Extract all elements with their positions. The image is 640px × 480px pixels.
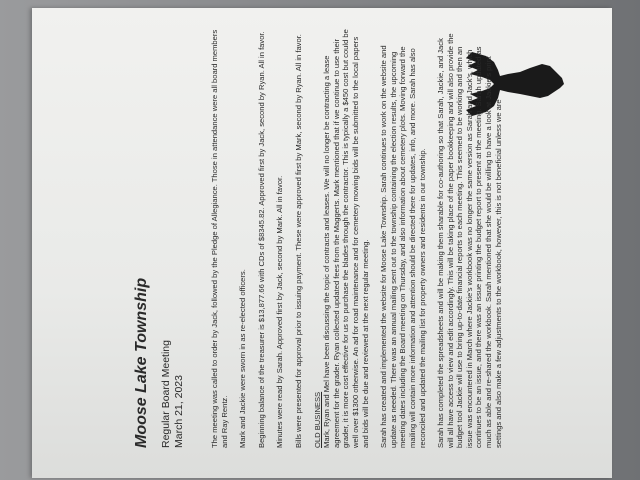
paragraph-minutes: Minutes were read by Sarah. Approved first by Jack, second by Mark. All in favor. [275,175,285,448]
paragraph-treasurer: Beginning balance of the treasurer is $13,877.66 with CDs of $8345.82. Approved first by Jack, second by Ryan. All in favor. [256,31,266,448]
paragraph-sworn-in: Mark and Jackie were sworn in as re-elected officers. [238,269,248,448]
minutes-body [210,28,512,448]
paragraph-contracts: Mark, Ryan and Mel have been discussing the topic of contracts and leases. We will no longer be contracting a lease agreement for the grader. Ryan collected updated fees from the Maggerts. Mark mentioned that if we continue to use their grader, it is more cost effective for us to purchase the blades through the contractor. This is typically a $450 cost but could be well over $1300 otherwise. An ad for road maintenance and for cemetery mowing bids will be submitted to the local papers and bids will be due and reviewed at the next regular meeting. [322,29,370,448]
paragraph-bills: Bills were presented for approval prior to issuing payment. These were approved first by Mark, second by Ryan. All in favor. [293,34,303,448]
paragraph-spreadsheets: Sarah has completed the spreadsheets and will be making them sharable for co-authoring so that Sarah, Jackie, and Jack will all have access to view and edit accordingly. This will be taking place of the paper bookkeeping and will also provide the budget tool Jackie will use to bring up-to-date financial reports to each meeting. This seemed to be working and then an issue was encountered in March where Jackie's workbook was no longer the same version as Sarah and Jack's, which continues to be an issue, and there was an issue printing the budget report to present at the meeting. Sarah updated as much as able and re-shared the workbook. Sarah mentioned that she would be willing to have a look at Jackie's print settings and also make a few adjustments to the workbook, however, this is not beneficial unless we are [436,33,503,448]
meeting-meta [160,340,186,448]
paper-sheet [32,8,612,478]
paragraph-call-to-order: The meeting was called to order by Jack, followed by the Pledge of Allegiance. Those in attendance were all board members and Ray Rentz. [210,29,229,448]
meeting-type: Regular Board Meeting [160,340,172,448]
meeting-date: March 21, 2023 [173,375,185,448]
section-heading-old-business: OLD BUSINESS [312,391,322,448]
paragraph-website: Sarah has created and implemented the website for Moose Lake Township. Sarah continues to work on the website and update as needed. There was an annual mailing sent out to the township containing the election results, the upcoming meeting dates including the Board meeting on Thursday, and also information about cemetery plots. Moving forward the mailing will contain more information and attention should be directed there for updates, info, and more. Sarah has also reconciled and updated the mailing list for property owners and residents in our township. [379,45,427,448]
page-title: Moose Lake Township [133,277,150,448]
